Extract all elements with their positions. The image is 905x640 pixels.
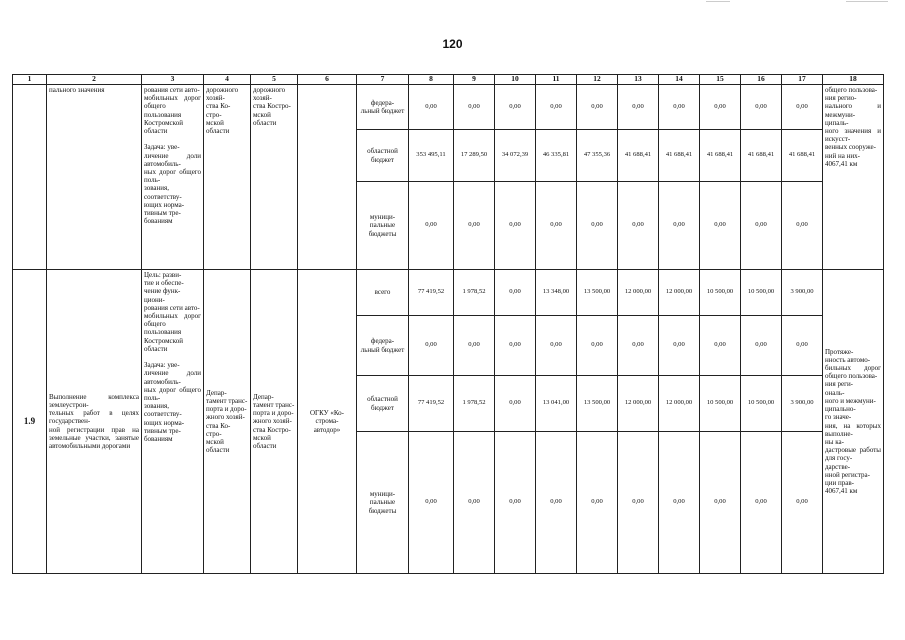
scan-mark: [706, 1, 730, 2]
amount-cell: 0,00: [700, 182, 741, 270]
amount-cell: 0,00: [782, 182, 823, 270]
contractor-cell: ОГКУ «Ко- строма- автодор»: [298, 270, 357, 574]
co-executor-cell: дорожного хозяй- ства Костро- мской области: [251, 85, 298, 270]
column-number-cell: 1: [13, 75, 47, 85]
amount-cell: 10 500,00: [700, 270, 741, 316]
amount-cell: 34 072,39: [495, 130, 536, 182]
column-number-cell: 6: [298, 75, 357, 85]
amount-cell: 0,00: [536, 316, 577, 376]
task-name-cell: Выполнение комплекса землеустрои- тельных работ в целях государствен- ной регистрации прав на земельные участки, занятые автомобильными дорогами: [47, 270, 142, 574]
amount-cell: 0,00: [409, 182, 454, 270]
expected-result-cell: Протяже- нность автомо- бильных дорог общего пользова- ния реги- ональ- ного и межмуни- ципально- го значе- ния, на которых выполне- ны ка- дастровые работы для госу- дарстве- нной регистра- ции прав- 4067,41 км: [823, 270, 884, 574]
amount-cell: 0,00: [618, 182, 659, 270]
funding-source-cell: муници- пальные бюджеты: [357, 182, 409, 270]
amount-cell: 0,00: [659, 316, 700, 376]
amount-cell: 41 688,41: [700, 130, 741, 182]
column-number-cell: 7: [357, 75, 409, 85]
amount-cell: 0,00: [495, 85, 536, 130]
amount-cell: 0,00: [782, 432, 823, 574]
amount-cell: 3 900,00: [782, 376, 823, 432]
amount-cell: 13 041,00: [536, 376, 577, 432]
amount-cell: 13 500,00: [577, 270, 618, 316]
amount-cell: 10 500,00: [741, 270, 782, 316]
amount-cell: 0,00: [495, 432, 536, 574]
amount-cell: 0,00: [782, 316, 823, 376]
amount-cell: 77 419,52: [409, 270, 454, 316]
responsible-executor-cell: дорожного хозяй- ства Ко- стро- мской области: [204, 85, 251, 270]
column-number-cell: 13: [618, 75, 659, 85]
amount-cell: 47 355,36: [577, 130, 618, 182]
column-number-cell: 17: [782, 75, 823, 85]
column-number-cell: 2: [47, 75, 142, 85]
amount-cell: 0,00: [495, 182, 536, 270]
column-number-cell: 18: [823, 75, 884, 85]
amount-cell: 0,00: [577, 85, 618, 130]
amount-cell: 41 688,41: [782, 130, 823, 182]
amount-cell: 10 500,00: [741, 376, 782, 432]
amount-cell: 0,00: [577, 182, 618, 270]
amount-cell: 353 495,11: [409, 130, 454, 182]
column-number-cell: 3: [142, 75, 204, 85]
column-number-cell: 14: [659, 75, 700, 85]
amount-cell: 0,00: [409, 85, 454, 130]
amount-cell: 13 348,00: [536, 270, 577, 316]
amount-cell: 77 419,52: [409, 376, 454, 432]
amount-cell: 46 335,81: [536, 130, 577, 182]
task-name-cell: пального значения: [47, 85, 142, 270]
funding-source-cell: муници- пальные бюджеты: [357, 432, 409, 574]
funding-source-cell: всего: [357, 270, 409, 316]
table-row: [13, 270, 884, 316]
column-number-cell: 4: [204, 75, 251, 85]
amount-cell: 10 500,00: [700, 376, 741, 432]
amount-cell: 0,00: [536, 182, 577, 270]
amount-cell: 0,00: [454, 85, 495, 130]
amount-cell: 12 000,00: [659, 270, 700, 316]
amount-cell: 0,00: [577, 432, 618, 574]
item-number-cell: [13, 85, 47, 270]
page-number: 120: [442, 37, 463, 51]
amount-cell: 0,00: [659, 182, 700, 270]
amount-cell: 0,00: [409, 432, 454, 574]
amount-cell: 41 688,41: [741, 130, 782, 182]
amount-cell: 41 688,41: [659, 130, 700, 182]
amount-cell: 0,00: [659, 432, 700, 574]
amount-cell: 0,00: [700, 432, 741, 574]
column-number-cell: 5: [251, 75, 298, 85]
amount-cell: 41 688,41: [618, 130, 659, 182]
amount-cell: 1 978,52: [454, 376, 495, 432]
funding-source-cell: федера- льный бюджет: [357, 316, 409, 376]
goal-task-cell: Цель: разви- тие и обеспе- чение функ- циони- рования сети авто- мобильных дорог общего пользования Костромской области Задача: уве- личение доли автомобиль- ных дорог общего поль- зования, соответству- ющих норма- тивным тре- бованиям: [142, 270, 204, 574]
amount-cell: 0,00: [495, 316, 536, 376]
scan-mark: [846, 1, 888, 2]
funding-source-cell: областной бюджет: [357, 376, 409, 432]
column-number-cell: 9: [454, 75, 495, 85]
amount-cell: 0,00: [618, 432, 659, 574]
amount-cell: 0,00: [659, 85, 700, 130]
amount-cell: 0,00: [577, 316, 618, 376]
contractor-cell: [298, 85, 357, 270]
amount-cell: 0,00: [454, 432, 495, 574]
amount-cell: 0,00: [495, 270, 536, 316]
co-executor-cell: Депар- тамент транс- порта и доро- жного хозяй- ства Костро- мской области: [251, 270, 298, 574]
amount-cell: 1 978,52: [454, 270, 495, 316]
amount-cell: 12 000,00: [618, 376, 659, 432]
item-number-cell: 1.9: [13, 270, 47, 574]
amount-cell: 12 000,00: [659, 376, 700, 432]
column-number-cell: 12: [577, 75, 618, 85]
amount-cell: 0,00: [741, 182, 782, 270]
responsible-executor-cell: Депар- тамент транс- порта и доро- жного хозяй- ства Ко- стро- мской области: [204, 270, 251, 574]
column-number-cell: 16: [741, 75, 782, 85]
amount-cell: 0,00: [741, 432, 782, 574]
amount-cell: 0,00: [618, 316, 659, 376]
goal-task-cell: рования сети авто- мобильных дорог общего пользования Костромской области Задача: уве- личение доли автомобиль- ных дорог общего поль- зования, соответству- ющих норма- тивным тре- бованиям: [142, 85, 204, 270]
amount-cell: 0,00: [495, 376, 536, 432]
amount-cell: 0,00: [700, 316, 741, 376]
amount-cell: 3 900,00: [782, 270, 823, 316]
amount-cell: 0,00: [700, 85, 741, 130]
column-number-cell: 10: [495, 75, 536, 85]
amount-cell: 17 289,50: [454, 130, 495, 182]
amount-cell: 0,00: [536, 432, 577, 574]
table-row: [13, 85, 884, 130]
expected-result-cell: общего пользова- ния регио- нального и межмуни- ципаль- ного значения и искусст- венных сооруже- ний на них- 4067,41 км: [823, 85, 884, 270]
column-number-cell: 11: [536, 75, 577, 85]
amount-cell: 0,00: [741, 85, 782, 130]
amount-cell: 0,00: [782, 85, 823, 130]
amount-cell: 13 500,00: [577, 376, 618, 432]
column-number-cell: 15: [700, 75, 741, 85]
amount-cell: 0,00: [741, 316, 782, 376]
amount-cell: 0,00: [536, 85, 577, 130]
column-number-row: [13, 75, 884, 85]
budget-table: [12, 74, 884, 574]
funding-source-cell: областной бюджет: [357, 130, 409, 182]
amount-cell: 0,00: [618, 85, 659, 130]
amount-cell: 0,00: [454, 182, 495, 270]
amount-cell: 0,00: [409, 316, 454, 376]
funding-source-cell: федера- льный бюджет: [357, 85, 409, 130]
column-number-cell: 8: [409, 75, 454, 85]
amount-cell: 0,00: [454, 316, 495, 376]
amount-cell: 12 000,00: [618, 270, 659, 316]
